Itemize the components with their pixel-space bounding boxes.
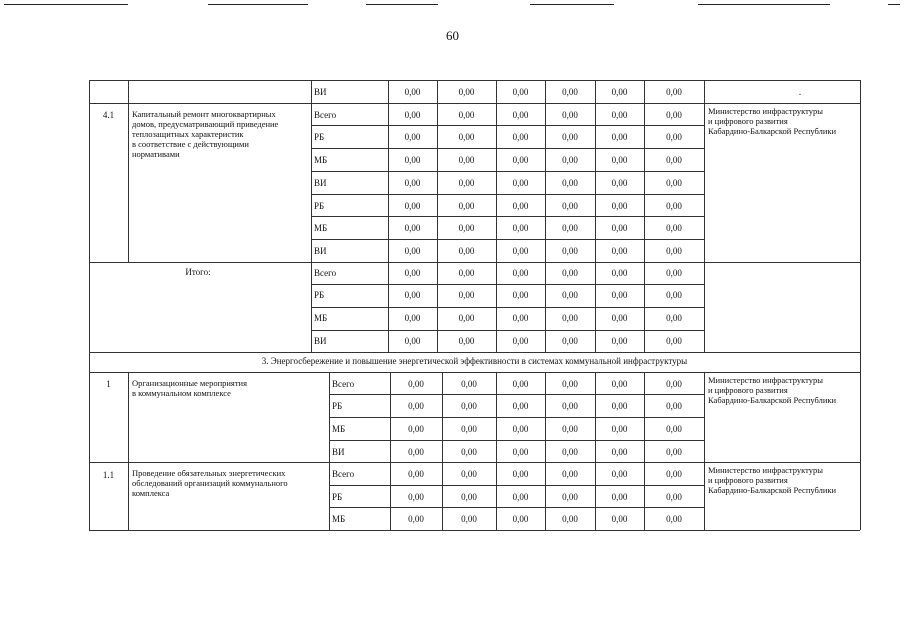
value-cell: 0,00 bbox=[611, 201, 628, 211]
block-line-top bbox=[89, 80, 860, 81]
value-cell: 0,00 bbox=[404, 313, 421, 323]
value-cell: 0,00 bbox=[611, 155, 628, 165]
item-description-line: Проведение обязательных энергетических bbox=[132, 468, 286, 478]
col-right-border-lower bbox=[860, 372, 861, 530]
col-value-divider-lower bbox=[704, 372, 705, 530]
executor-line: и цифрового развития bbox=[708, 385, 788, 395]
value-cell: 0,00 bbox=[461, 469, 477, 479]
item-number: 4.1 bbox=[102, 110, 115, 120]
value-cell: 0,00 bbox=[611, 336, 628, 346]
value-cell: 0,00 bbox=[408, 447, 424, 457]
value-cell: 0,00 bbox=[404, 246, 421, 256]
block-line-total-top bbox=[89, 262, 860, 263]
source-label: ВИ bbox=[314, 246, 327, 256]
value-cell: 0,00 bbox=[611, 514, 628, 524]
row-line-upper bbox=[311, 330, 704, 331]
value-cell: 0,00 bbox=[562, 132, 578, 142]
item-description-line: Организационные мероприятия bbox=[132, 378, 248, 388]
value-cell: 0,00 bbox=[611, 132, 628, 142]
value-cell: 0,00 bbox=[461, 514, 477, 524]
executor-line: Кабардино-Балкарской Республики bbox=[708, 485, 837, 495]
source-label: МБ bbox=[314, 313, 328, 323]
value-cell: 0,00 bbox=[512, 290, 529, 300]
value-cell: 0,00 bbox=[666, 379, 682, 389]
value-cell: 0,00 bbox=[562, 313, 578, 323]
source-label: ВИ bbox=[314, 336, 327, 346]
value-cell: 0,00 bbox=[458, 110, 475, 120]
value-cell: 0,00 bbox=[562, 290, 578, 300]
col-number-divider bbox=[128, 80, 129, 262]
value-cell: 0,00 bbox=[611, 492, 628, 502]
value-cell: 0,00 bbox=[666, 201, 682, 211]
source-label: Всего bbox=[332, 379, 355, 389]
value-cell: 0,00 bbox=[562, 201, 578, 211]
value-cell: 0,00 bbox=[562, 424, 578, 434]
value-cell: 0,00 bbox=[512, 132, 529, 142]
value-cell: 0,00 bbox=[404, 290, 421, 300]
row-line-lower bbox=[329, 485, 704, 486]
row-line-upper bbox=[311, 216, 704, 217]
value-cell: 0,00 bbox=[666, 246, 682, 256]
value-cell: 0,00 bbox=[404, 155, 421, 165]
value-cell: 0,00 bbox=[611, 178, 628, 188]
value-cell: 0,00 bbox=[666, 223, 682, 233]
value-cell: 0,00 bbox=[562, 223, 578, 233]
value-cell: 0,00 bbox=[666, 336, 682, 346]
top-rule-3 bbox=[366, 4, 438, 5]
value-cell: 0,00 bbox=[458, 155, 475, 165]
block-line-section3-top bbox=[89, 352, 860, 353]
value-cell: 0,00 bbox=[611, 447, 628, 457]
source-label: ВИ bbox=[332, 447, 345, 457]
value-cell: 0,00 bbox=[562, 110, 578, 120]
top-rule-2 bbox=[208, 4, 308, 5]
value-cell: 0,00 bbox=[458, 178, 475, 188]
continuation-number-mark: . bbox=[93, 96, 97, 106]
source-label: РБ bbox=[314, 201, 325, 211]
value-cell: 0,00 bbox=[512, 110, 529, 120]
value-cell: 0,00 bbox=[458, 201, 475, 211]
value-cell: 0,00 bbox=[562, 268, 578, 278]
value-cell: 0,00 bbox=[512, 492, 529, 502]
row-line-lower bbox=[329, 507, 704, 508]
value-cell: 0,00 bbox=[666, 268, 682, 278]
value-cell: 0,00 bbox=[461, 424, 477, 434]
page-number: 60 bbox=[446, 28, 459, 43]
value-cell: 0,00 bbox=[666, 110, 682, 120]
value-cell: 0,00 bbox=[404, 268, 421, 278]
source-label: ВИ bbox=[314, 178, 327, 188]
row-line-lower bbox=[329, 372, 704, 373]
row-line-lower bbox=[329, 440, 704, 441]
executor-line: Кабардино-Балкарской Республики bbox=[708, 395, 837, 405]
value-cell: 0,00 bbox=[611, 268, 628, 278]
row-line-lower bbox=[329, 394, 704, 395]
value-cell: 0,00 bbox=[611, 110, 628, 120]
source-label: ВИ bbox=[314, 87, 327, 97]
value-cell: 0,00 bbox=[611, 401, 628, 411]
value-cell: 0,00 bbox=[611, 424, 628, 434]
value-cell: 0,00 bbox=[512, 424, 529, 434]
value-cell: 0,00 bbox=[458, 87, 475, 97]
col-value-divider bbox=[644, 80, 645, 352]
col-value-divider bbox=[704, 80, 705, 352]
value-cell: 0,00 bbox=[562, 469, 578, 479]
value-cell: 0,00 bbox=[562, 447, 578, 457]
col-source-divider-lower bbox=[329, 372, 330, 530]
item-description-line: теплозащитных характеристик bbox=[132, 129, 244, 139]
value-cell: 0,00 bbox=[666, 401, 682, 411]
value-cell: 0,00 bbox=[512, 401, 529, 411]
col-value-divider bbox=[496, 80, 497, 352]
item-number: 1 bbox=[106, 379, 111, 389]
value-cell: 0,00 bbox=[512, 313, 529, 323]
row-line-upper bbox=[311, 307, 704, 308]
item-description-line: нормативами bbox=[132, 149, 180, 159]
value-cell: 0,00 bbox=[404, 223, 421, 233]
item-description-line: в коммунальном комплексе bbox=[132, 388, 231, 398]
value-cell: 0,00 bbox=[404, 336, 421, 346]
source-label: Всего bbox=[314, 110, 337, 120]
item-description-line: комплекса bbox=[132, 488, 170, 498]
value-cell: 0,00 bbox=[512, 336, 529, 346]
value-cell: 0,00 bbox=[512, 155, 529, 165]
value-cell: 0,00 bbox=[512, 514, 529, 524]
value-cell: 0,00 bbox=[458, 223, 475, 233]
source-label: РБ bbox=[314, 290, 325, 300]
value-cell: 0,00 bbox=[404, 201, 421, 211]
top-rule-5 bbox=[698, 4, 830, 5]
item-description-line: обследований организаций коммунального bbox=[132, 478, 288, 488]
block-line-1-1-top bbox=[89, 462, 860, 463]
row-line-upper bbox=[311, 125, 704, 126]
value-cell: 0,00 bbox=[512, 178, 529, 188]
value-cell: 0,00 bbox=[408, 469, 424, 479]
source-label: РБ bbox=[314, 132, 325, 142]
top-rule-1 bbox=[4, 4, 128, 5]
item-description-line: домов, предусматривающий приведение bbox=[132, 119, 279, 129]
executor-line: и цифрового развития bbox=[708, 116, 788, 126]
row-line-upper bbox=[311, 171, 704, 172]
value-cell: 0,00 bbox=[512, 87, 529, 97]
executor-line: Кабардино-Балкарской Республики bbox=[708, 126, 837, 136]
source-label: РБ bbox=[332, 492, 343, 502]
executor-line: Министерство инфраструктуры bbox=[708, 465, 823, 475]
table-bottom bbox=[89, 530, 860, 531]
value-cell: 0,00 bbox=[408, 424, 424, 434]
row-line-upper bbox=[311, 194, 704, 195]
value-cell: 0,00 bbox=[666, 132, 682, 142]
col-value-divider bbox=[388, 80, 389, 352]
value-cell: 0,00 bbox=[666, 424, 682, 434]
value-cell: 0,00 bbox=[562, 87, 578, 97]
value-cell: 0,00 bbox=[458, 132, 475, 142]
col-right-border bbox=[860, 80, 861, 373]
value-cell: 0,00 bbox=[461, 492, 477, 502]
value-cell: 0,00 bbox=[512, 447, 529, 457]
value-cell: 0,00 bbox=[461, 401, 477, 411]
row-line-lower bbox=[329, 417, 704, 418]
value-cell: 0,00 bbox=[666, 87, 682, 97]
source-label: Всего bbox=[314, 268, 337, 278]
value-cell: 0,00 bbox=[666, 290, 682, 300]
value-cell: 0,00 bbox=[458, 336, 475, 346]
total-label: Итого: bbox=[185, 267, 211, 277]
value-cell: 0,00 bbox=[666, 514, 682, 524]
value-cell: 0,00 bbox=[666, 178, 682, 188]
value-cell: 0,00 bbox=[562, 379, 578, 389]
value-cell: 0,00 bbox=[562, 514, 578, 524]
value-cell: 0,00 bbox=[666, 447, 682, 457]
source-label: МБ bbox=[314, 155, 328, 165]
col-value-divider bbox=[437, 80, 438, 352]
value-cell: 0,00 bbox=[404, 178, 421, 188]
source-label: РБ bbox=[332, 401, 343, 411]
value-cell: 0,00 bbox=[512, 379, 529, 389]
row-line-upper bbox=[311, 148, 704, 149]
value-cell: 0,00 bbox=[666, 313, 682, 323]
col-number-divider-lower bbox=[128, 372, 129, 530]
value-cell: 0,00 bbox=[611, 469, 628, 479]
value-cell: 0,00 bbox=[666, 155, 682, 165]
value-cell: 0,00 bbox=[666, 469, 682, 479]
value-cell: 0,00 bbox=[666, 492, 682, 502]
value-cell: 0,00 bbox=[611, 246, 628, 256]
value-cell: 0,00 bbox=[611, 290, 628, 300]
value-cell: 0,00 bbox=[562, 246, 578, 256]
value-cell: 0,00 bbox=[512, 223, 529, 233]
col-source-divider bbox=[311, 80, 312, 352]
value-cell: 0,00 bbox=[611, 379, 628, 389]
col-value-divider bbox=[595, 80, 596, 352]
value-cell: 0,00 bbox=[562, 178, 578, 188]
value-cell: 0,00 bbox=[611, 313, 628, 323]
col-value-divider bbox=[545, 80, 546, 352]
col-left-border bbox=[89, 80, 90, 373]
item-number: 1.1 bbox=[102, 470, 115, 480]
value-cell: 0,00 bbox=[562, 492, 578, 502]
value-cell: 0,00 bbox=[458, 268, 475, 278]
row-line-upper bbox=[311, 284, 704, 285]
top-rule-6 bbox=[888, 4, 900, 5]
value-cell: 0,00 bbox=[458, 246, 475, 256]
top-rule-4 bbox=[530, 4, 614, 5]
value-cell: 0,00 bbox=[562, 155, 578, 165]
value-cell: 0,00 bbox=[461, 447, 477, 457]
value-cell: 0,00 bbox=[512, 469, 529, 479]
value-cell: 0,00 bbox=[512, 246, 529, 256]
value-cell: 0,00 bbox=[408, 492, 424, 502]
value-cell: 0,00 bbox=[458, 290, 475, 300]
value-cell: 0,00 bbox=[512, 268, 529, 278]
value-cell: 0,00 bbox=[404, 132, 421, 142]
value-cell: 0,00 bbox=[408, 514, 424, 524]
value-cell: 0,00 bbox=[562, 401, 578, 411]
source-label: МБ bbox=[332, 514, 346, 524]
executor-line: и цифрового развития bbox=[708, 475, 788, 485]
block-line-4-1-top bbox=[89, 103, 860, 104]
row-line-upper bbox=[311, 239, 704, 240]
col-left-border-lower bbox=[89, 372, 90, 530]
source-label: МБ bbox=[314, 223, 328, 233]
value-cell: 0,00 bbox=[404, 110, 421, 120]
value-cell: 0,00 bbox=[461, 379, 477, 389]
item-description-line: Капитальный ремонт многоквартирных bbox=[132, 109, 276, 119]
source-label: Всего bbox=[332, 469, 355, 479]
value-cell: 0,00 bbox=[611, 223, 628, 233]
value-cell: 0,00 bbox=[562, 336, 578, 346]
value-cell: 0,00 bbox=[408, 379, 424, 389]
item-description-line: в соответствие с действующими bbox=[132, 139, 249, 149]
source-label: МБ bbox=[332, 424, 346, 434]
value-cell: 0,00 bbox=[458, 313, 475, 323]
value-cell: 0,00 bbox=[404, 87, 421, 97]
section-title: 3. Энергосбережение и повышение энергетической эффективности в системах коммунальной инфраструктуры bbox=[261, 356, 688, 366]
executor-line: Министерство инфраструктуры bbox=[708, 106, 823, 116]
value-cell: 0,00 bbox=[408, 401, 424, 411]
continuation-executor-mark: . bbox=[798, 87, 802, 97]
value-cell: 0,00 bbox=[611, 87, 628, 97]
value-cell: 0,00 bbox=[512, 201, 529, 211]
executor-line: Министерство инфраструктуры bbox=[708, 375, 823, 385]
